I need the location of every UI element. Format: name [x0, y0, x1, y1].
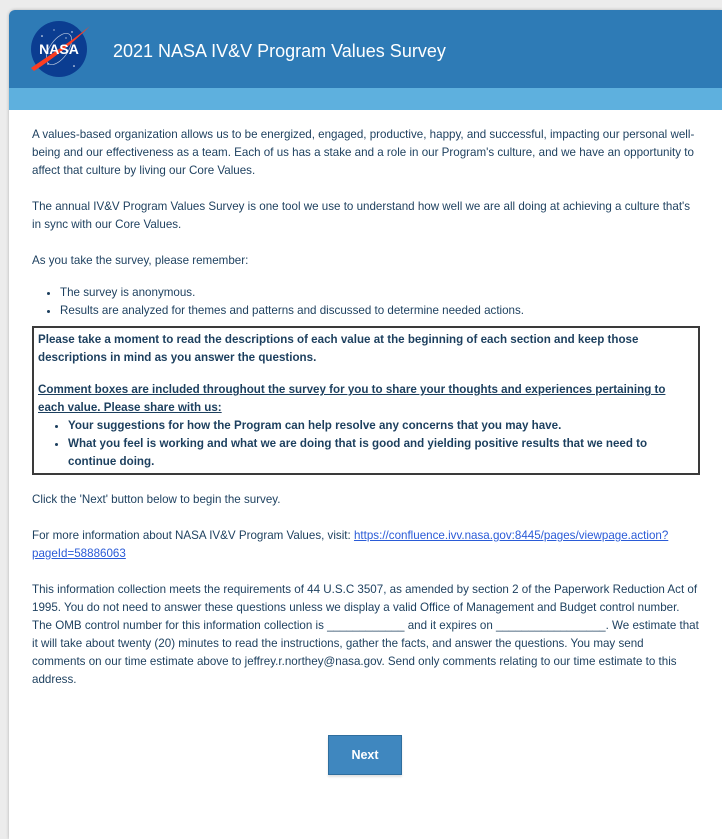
- values-confluence-link[interactable]: https://confluence.ivv.nasa.gov:8445/pages/viewpage.action?pageId=58886063: [32, 529, 669, 560]
- notice-underlined-text: Comment boxes are included throughout the survey for you to share your thoughts and experiences pertaining to each value. Please share with us:: [38, 383, 666, 414]
- list-item: • Your suggestions for how the Program can help resolve any concerns that you may have.: [68, 417, 693, 435]
- survey-intro-content: [9, 110, 722, 775]
- list-item: • What you feel is working and what we are doing that is good and yielding positive results that we need to continue doing.: [68, 435, 693, 471]
- more-info-paragraph: [32, 527, 700, 563]
- remember-list: [32, 284, 700, 320]
- list-item: • Results are analyzed for themes and patterns and discussed to determine needed actions.: [60, 302, 700, 320]
- intro-paragraph-1: A values-based organization allows us to be energized, engaged, productive, happy, and successful, impacting our personal well-being and our effectiveness as a team. Each of us has a stake and a role in our Program's culture, and we have an opportunity to affect that culture by living our Core Values.: [32, 128, 695, 177]
- navigation-bar: [32, 735, 700, 775]
- next-button[interactable]: Next: [328, 735, 402, 775]
- intro-paragraph-2: The annual IV&V Program Values Survey is one tool we use to understand how well we are all doing at achieving a culture that's in sync with our Core Values.: [32, 200, 691, 231]
- nasa-logo-icon: [28, 16, 94, 82]
- notice-list: [38, 417, 693, 471]
- page-title: 2021 NASA IV&V Program Values Survey: [113, 40, 446, 61]
- remember-label: As you take the survey, please remember:: [32, 254, 249, 267]
- svg-text:NASA: NASA: [39, 41, 79, 57]
- click-next-instruction: Click the 'Next' button below to begin the survey.: [32, 493, 281, 506]
- header-subbar: [9, 88, 722, 110]
- notice-paragraph: Please take a moment to read the descriptions of each value at the beginning of each section and keep those descriptions in mind as you answer the questions.: [38, 333, 639, 364]
- survey-card: [9, 10, 722, 839]
- survey-header: [9, 10, 722, 88]
- list-item: • The survey is anonymous.: [60, 284, 700, 302]
- paperwork-notice: This information collection meets the requirements of 44 U.S.C 3507, as amended by section 2 of the Paperwork Reduction Act of 1995. You do not need to answer these questions unless we display a valid Office of Management and Budget control number. The OMB control number for this information collection is ____________ and it expires on _________________. We estimate that it will take about twenty (20) minutes to read the instructions, gather the facts, and answer the questions. You may send comments on our time estimate above to jeffrey.r.northey@nasa.gov. Send only comments relating to our time estimate to this address.: [32, 583, 699, 686]
- more-info-prefix: For more information about NASA IV&V Program Values, visit:: [32, 529, 354, 542]
- notice-box: [32, 326, 700, 475]
